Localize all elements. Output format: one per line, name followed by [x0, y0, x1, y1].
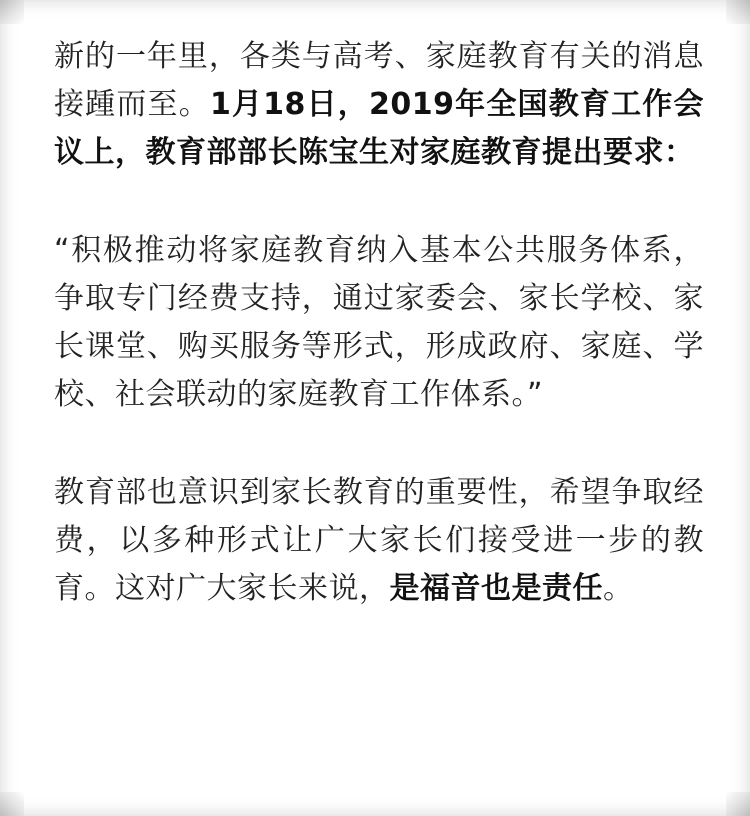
paragraph-intro	[54, 33, 704, 177]
page-corner-shadow	[726, 0, 750, 24]
conclusion-text: 教育部也意识到家长教育的重要性，希望争取经费，以多种形式让广大家长们接受进一步的教育。这对广大家长来说，	[54, 475, 704, 606]
paragraph-quote	[54, 227, 704, 419]
conclusion-bold-text: 是福音也是责任	[389, 571, 603, 606]
intro-bold-text: 1月18日，2019年全国教育工作会议上，教育部部长陈宝生对家庭教育提出要求：	[54, 87, 704, 170]
page-corner-shadow	[726, 792, 750, 816]
paragraph-conclusion	[54, 469, 704, 613]
intro-text: 新的一年里，各类与高考、家庭教育有关的消息接踵而至。	[54, 39, 704, 122]
quote-text: “积极推动将家庭教育纳入基本公共服务体系，争取专门经费支持，通过家委会、家长学校、家长课堂、购买服务等形式，形成政府、家庭、学校、社会联动的家庭教育工作体系。”	[54, 233, 704, 412]
article-body	[54, 33, 704, 613]
page-corner-shadow	[0, 0, 24, 24]
page-corner-shadow	[0, 792, 24, 816]
conclusion-end: 。	[603, 571, 634, 606]
